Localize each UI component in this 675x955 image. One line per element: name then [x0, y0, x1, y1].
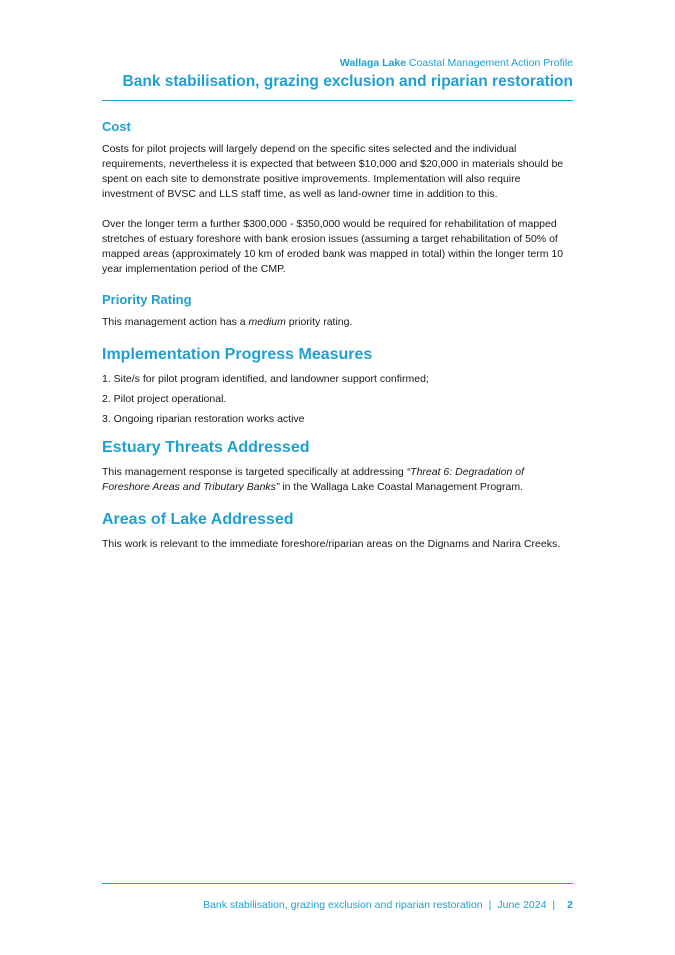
page-title: Bank stabilisation, grazing exclusion and riparian restoration	[122, 73, 573, 90]
list-item: 1. Site/s for pilot program identified, and landowner support confirmed;	[102, 373, 429, 385]
priority-heading: Priority Rating	[102, 292, 192, 307]
header-divider	[102, 100, 573, 101]
cost-paragraph-1: Costs for pilot projects will largely depend on the specific sites selected and the individual requirements, nevertheless it is expected that between $10,000 and $20,000 in materials should be spent on each site to demonstrate positive improvements. Implementation will also require investment of BVSC and LLS staff time, as well as land-owner time in addition to this.	[102, 143, 564, 200]
footer-title: Bank stabilisation, grazing exclusion and riparian restoration	[203, 899, 483, 911]
areas-section	[102, 509, 573, 552]
page-header	[102, 56, 573, 93]
threats-section	[102, 437, 573, 495]
header-brand: Wallaga Lake	[339, 57, 407, 69]
priority-text-after: priority rating.	[285, 316, 353, 328]
header-subtitle: Coastal Management Action Profile	[406, 57, 573, 69]
priority-text-before: This management action has a	[102, 316, 249, 328]
list-item: 2. Pilot project operational.	[102, 393, 227, 405]
footer-divider	[102, 883, 573, 884]
threats-text-before: This management response is targeted specifically at addressing	[102, 466, 407, 478]
cost-heading: Cost	[102, 119, 131, 134]
priority-section	[102, 291, 573, 330]
areas-text: This work is relevant to the immediate foreshore/riparian areas on the Dignams and Narira Creeks.	[102, 538, 561, 550]
footer-separator: |	[488, 899, 492, 911]
page-number: 2	[567, 899, 573, 911]
threats-text-after: in the Wallaga Lake Coastal Management Program.	[279, 481, 523, 493]
header-subtitle-line	[102, 56, 573, 70]
footer-separator: |	[552, 899, 556, 911]
cost-section	[102, 118, 573, 277]
progress-heading: Implementation Progress Measures	[102, 346, 373, 363]
priority-text	[102, 315, 573, 330]
page-footer	[102, 899, 573, 911]
priority-level: medium	[248, 316, 286, 328]
progress-section	[102, 344, 573, 427]
areas-heading: Areas of Lake Addressed	[102, 511, 294, 528]
threat-name: “Threat 6: Degradation of Foreshore Areas and Tributary Banks”	[102, 466, 524, 493]
threats-heading: Estuary Threats Addressed	[102, 439, 310, 456]
list-item: 3. Ongoing riparian restoration works active	[102, 413, 305, 425]
footer-date: June 2024	[497, 899, 547, 911]
main-content	[102, 118, 573, 566]
threats-text	[102, 465, 573, 495]
cost-paragraph-2: Over the longer term a further $300,000 - $350,000 would be required for rehabilitation of mapped stretches of estuary foreshore with bank erosion issues (assuming a target rehabilitation of 50% of mapped areas (approximately 10 km of eroded bank was mapped in total) within the longer term 10 year implementation period of the CMP.	[102, 218, 564, 275]
